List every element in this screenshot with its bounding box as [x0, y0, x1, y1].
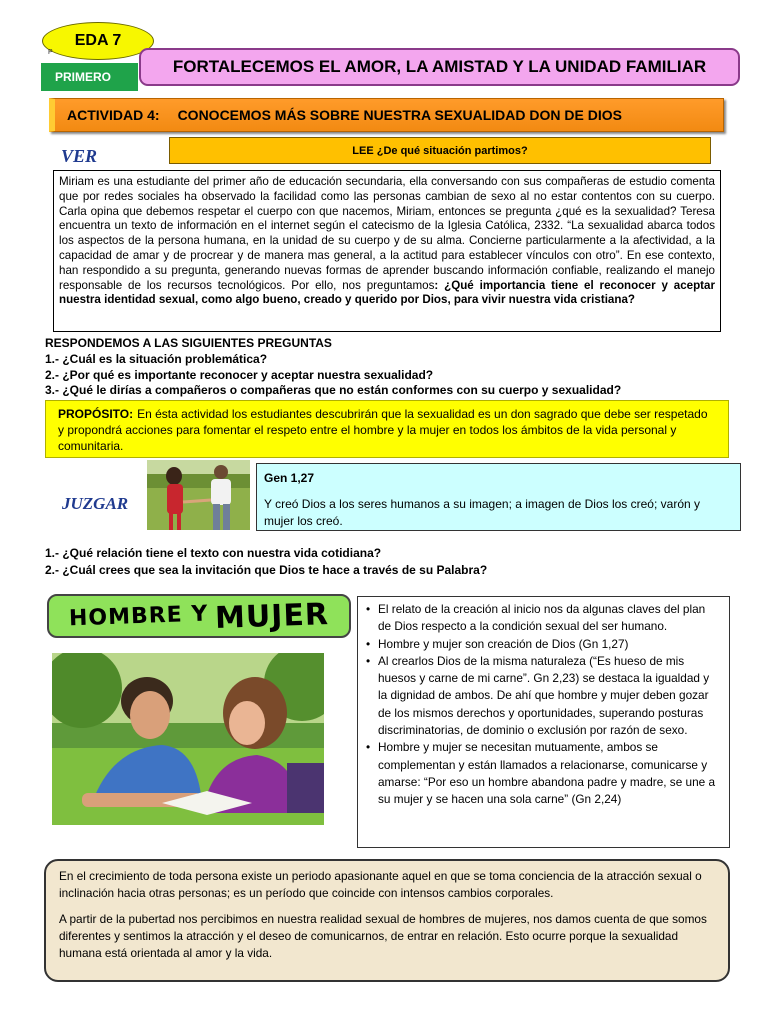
hombre-mujer-title — [47, 594, 351, 638]
reflection-questions — [45, 545, 735, 579]
ver-label: VER — [61, 146, 98, 166]
activity-number: ACTIVIDAD 4: — [67, 107, 160, 123]
bullet-item: • Hombre y mujer se necesitan mutuamente, ambos se complementan y están llamados a relacionarse, comunicarse y amarse: “Por eso un hombre abandona padre y madre, se une a su mujer y se hacen una sola carne” (Gn 2,24) — [366, 739, 721, 808]
teens-photo — [52, 653, 324, 825]
unit-title-banner: FORTALECEMOS EL AMOR, LA AMISTAD Y LA UNIDAD FAMILIAR — [139, 48, 740, 86]
question-item: 2.- ¿Cuál crees que sea la invitación que Dios te hace a través de su Palabra? — [45, 563, 488, 577]
couple-photo — [147, 460, 250, 530]
activity-title: CONOCEMOS MÁS SOBRE NUESTRA SEXUALIDAD DON DE DIOS — [177, 107, 622, 123]
question-item: 2.- ¿Por qué es importante reconocer y aceptar nuestra sexualidad? — [45, 367, 434, 382]
closing-paragraph: A partir de la pubertad nos percibimos en nuestra realidad sexual de hombres de mujeres, nos damos cuenta de que somos diferentes y sentimos la atracción y el deseo de comunicarnos, de entrar en relación. Esto ocurre porque la sexualidad humana está orientada al amor y la vida. — [59, 911, 707, 961]
hombre-mujer-bullets — [357, 596, 730, 848]
activity-banner — [49, 98, 724, 132]
lee-banner: LEE ¿De qué situación partimos? — [169, 137, 711, 164]
bullet-item: • El relato de la creación al inicio nos da algunas claves del plan de Dios respecto a la condición sexual del ser humano. — [366, 601, 721, 636]
question-item: 1.- ¿Cuál es la situación problemática? — [45, 351, 268, 366]
hm-title-big: MUJER — [214, 596, 330, 636]
grade-tag: PRIMERO — [41, 63, 138, 91]
story-question: : ¿Qué importancia tiene el reconocer y aceptar nuestra identidad sexual, como algo bueno, creado y querido por Dios, para vivir nuestra vida cristiana? — [59, 278, 715, 307]
bullet-item: • Hombre y mujer son creación de Dios (Gn 1,27) — [366, 636, 721, 653]
question-item: 3.- ¿Qué le dirías a compañeros o compañeras que no están conformes con su cuerpo y sexualidad? — [45, 383, 622, 398]
question-item: 1.- ¿Qué relación tiene el texto con nuestra vida cotidiana? — [45, 546, 382, 560]
proposito-box — [45, 400, 729, 458]
closing-box — [44, 859, 730, 982]
proposito-text: En ésta actividad los estudiantes descubrirán que la sexualidad es un don sagrado que debe ser respetado y propondrá acciones para fomentar el respeto entre el hombre y la mujer en todos los ámbitos de la vida personal y comunitaria. — [58, 407, 708, 453]
bullet-item: • Al crearlos Dios de la misma naturaleza (“Es hueso de mis huesos y carne de mi carne”. Gn 2,23) se destaca la igualdad y la dignidad de ambos. De ahí que hombre y mujer deben gozar de los mismos derechos y oportunidades, superando posturas discriminatorias, de dominio o exclusión por razón de sexo. — [366, 653, 721, 739]
closing-paragraph: En el crecimiento de toda persona existe un periodo apasionante aquel en que se toma conciencia de la atracción sexual o inclinación hacia otras personas; es un período que coincide con intensos cambios corporales. — [59, 869, 702, 901]
verse-text: Y creó Dios a los seres humanos a su imagen; a imagen de Dios los creó; varón y mujer los creó. — [264, 497, 700, 528]
hm-title-small: HOMBRE Y — [68, 601, 209, 631]
juzgar-label: JUZGAR — [62, 494, 129, 513]
proposito-label: PROPÓSITO: — [58, 407, 134, 421]
eda-badge: EDA 7 — [42, 22, 154, 60]
story-text: Miriam es una estudiante del primer año de educación secundaria, ella conversando con sus compañeras de estudio comenta que por redes sociales ha observado la facilidad como las personas cambian de sexo al no estar contentos con su cuerpo. Carla opina que debemos respetar el cuerpo con que nacemos, Miriam, entonces se pregunta ¿qué es la sexualidad? Teresa encuentra un texto de información en el internet según el catecismo de la Iglesia Católica, 2332. “La sexualidad abarca todos los aspectos de la persona humana, en la unidad de su cuerpo y de su alma. Concierne particularmente a la afectividad, a la capacidad de amar y de procrear y de manera mas general, a la actitud para establecer vínculos con otro”. En ese contexto, han respondido a su pregunta, generando nuevas formas de aprender buscando información confiable, realizando el manejo responsable de los recursos tecnológicos. Por ello, nos preguntamos — [59, 175, 715, 292]
verse-box — [256, 463, 741, 531]
story-box — [53, 170, 721, 332]
verse-reference: Gen 1,27 — [264, 471, 315, 485]
questions-heading: RESPONDEMOS A LAS SIGUIENTES PREGUNTAS — [45, 336, 332, 350]
corner-mark: P — [48, 49, 53, 56]
questions-block — [45, 336, 735, 399]
